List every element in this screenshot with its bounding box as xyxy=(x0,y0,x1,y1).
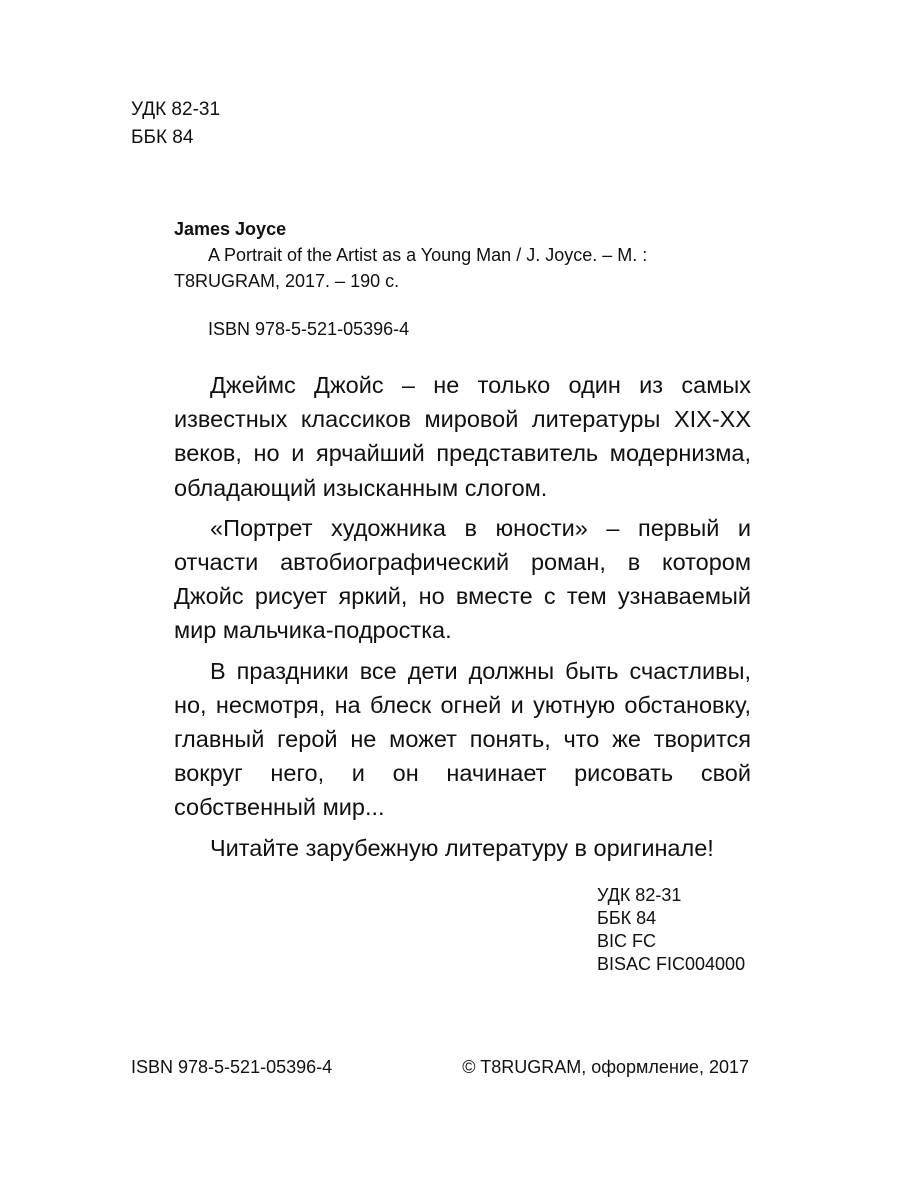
classification-codes xyxy=(597,884,745,976)
bbk-code: ББК 84 xyxy=(131,127,194,148)
bibliographic-description: A Portrait of the Artist as a Young Man / J. Joyce. – M. : T8RUGRAM, 2017. – 190 с. xyxy=(174,245,648,291)
udk-code: УДК 82-31 xyxy=(597,885,682,905)
annotation xyxy=(174,368,751,871)
annotation-paragraph: Джеймс Джойс – не только один из самых известных классиков мировой литературы XIX-XX веков, но и ярчайший представитель модернизма, обладающий изысканным слогом. xyxy=(174,372,751,501)
footer-isbn: ISBN 978-5-521-05396-4 xyxy=(131,1057,333,1077)
udk-code: УДК 82-31 xyxy=(131,99,221,120)
top-classification-codes xyxy=(131,96,220,152)
copyright-notice: © T8RUGRAM, оформление, 2017 xyxy=(462,1057,749,1077)
record-isbn: ISBN 978-5-521-05396-4 xyxy=(208,319,410,339)
bbk-code: ББК 84 xyxy=(597,908,657,928)
annotation-paragraph: «Портрет художника в юности» – первый и отчасти автобиографический роман, в котором Джойс рисует яркий, но вместе с тем узнаваемый мир мальчика-подростка. xyxy=(174,514,751,644)
annotation-paragraph: В праздники все дети должны быть счастливы, но, несмотря, на блеск огней и уютную обстановку, главный герой не может понять, что же творится вокруг него, и он начинает рисовать свой собственный мир... xyxy=(174,657,751,821)
bisac-code: BISAC FIC004000 xyxy=(597,954,746,974)
annotation-closing-line: Читайте зарубежную литературу в оригинале! xyxy=(210,834,714,861)
author-name: James Joyce xyxy=(174,219,287,239)
bibliographic-record xyxy=(174,216,754,342)
bic-code: BIC FC xyxy=(597,931,657,951)
